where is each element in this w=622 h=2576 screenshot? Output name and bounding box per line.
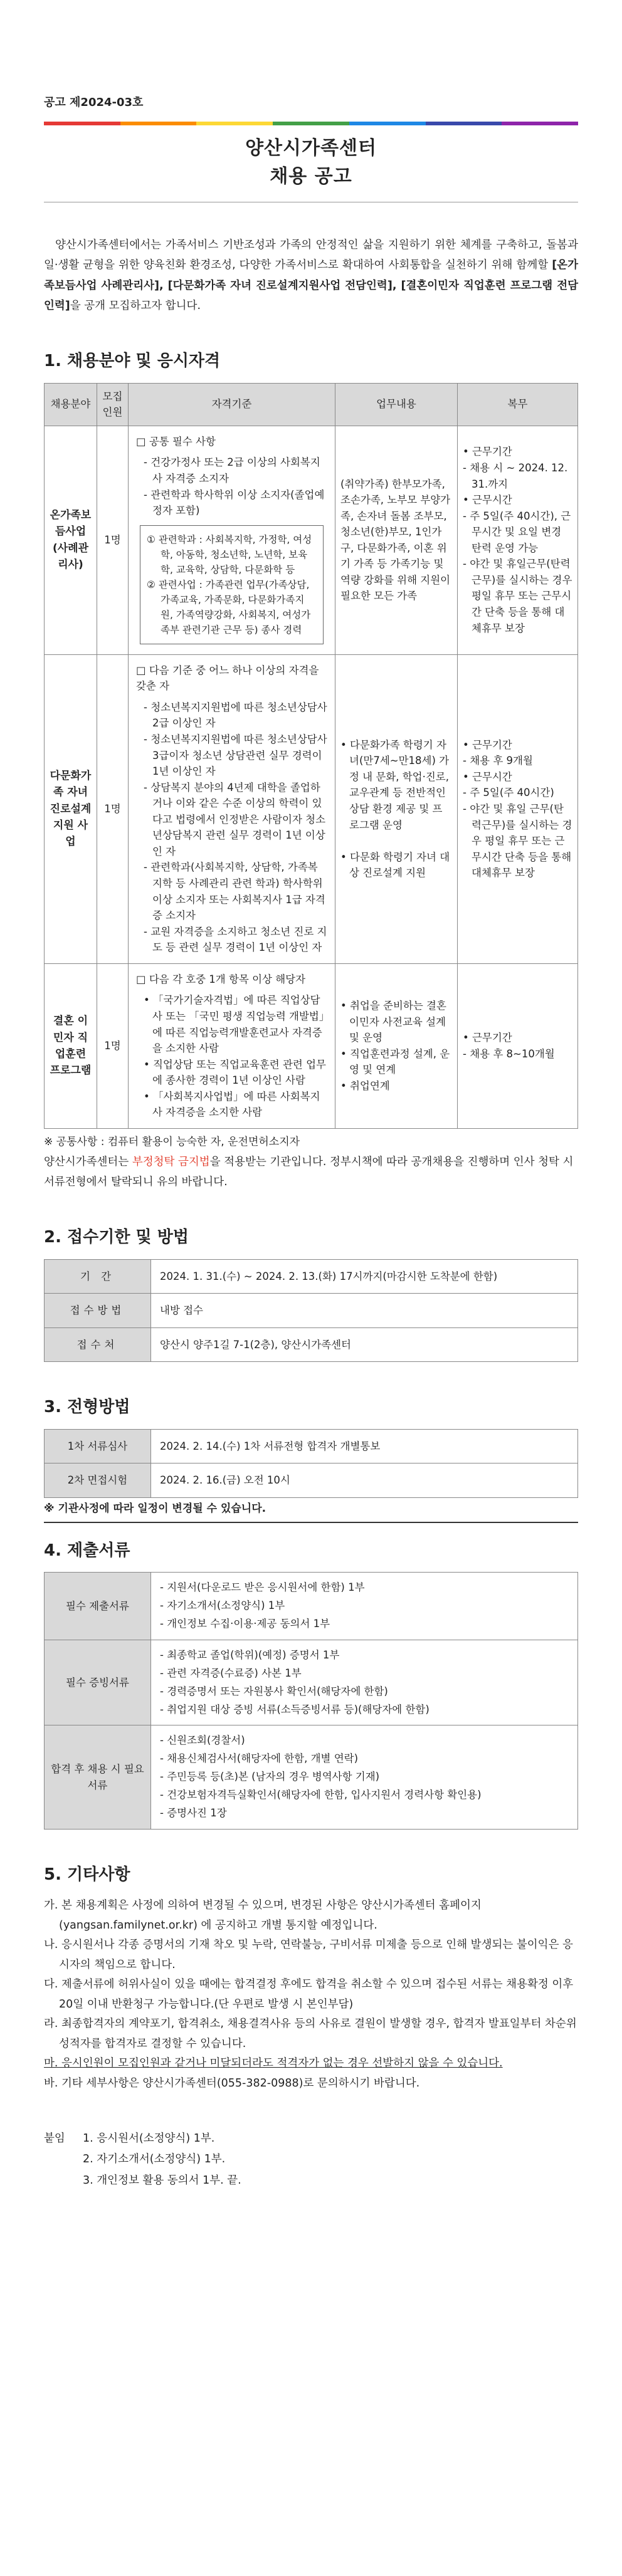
rainbow-segment xyxy=(426,122,502,125)
row-label: 필수 증빙서류 xyxy=(45,1640,151,1725)
application-table xyxy=(44,1259,578,1363)
other-note-item: 라. 최종합격자의 계약포기, 합격취소, 채용결격사유 등의 사유로 결원이 발생할 경우, 합격자 발표일부터 차순위 성적자를 합격자로 결정할 수 있습니다. xyxy=(44,2018,577,2050)
row-value: 내방 접수 xyxy=(151,1294,578,1328)
section2-heading: 2. 접수기한 및 방법 xyxy=(44,1228,189,1247)
row-label: 기 간 xyxy=(45,1259,151,1294)
anti-graft-text-1: 양산시가족센터는 xyxy=(44,1156,132,1169)
row-value: 2024. 2. 16.(금) 오전 10시 xyxy=(151,1463,578,1498)
benefit-line: • 근무기간 xyxy=(463,738,512,751)
row-label: 필수 제출서류 xyxy=(45,1573,151,1640)
duty-line: • 다문화가족 학령기 자녀(만7세~만18세) 가정 내 문화, 학업·진로, 교우관계 등 전반적인 상담 환경 제공 및 프로그램 운영 xyxy=(340,738,450,831)
benefit-line: • 근무시간 xyxy=(463,770,512,783)
requirement-item: - 청소년복지지원법에 따른 청소년상담사 3급이자 청소년 상담관련 실무 경력이 1년 이상인 자 xyxy=(144,733,327,778)
other-note-item: 마. 응시인원이 모집인원과 같거나 미달되더라도 적격자가 없는 경우 선발하지 않을 수 있습니다. xyxy=(44,2057,503,2070)
benefit-line: - 주 5일(주 40시간), 근무시간 및 요일 변경 탄력 운영 가능 xyxy=(463,510,571,554)
field-name: 결혼 이민자 직업훈련 프로그램 xyxy=(45,963,97,1128)
anti-graft-law: 부정청탁 금지법 xyxy=(132,1156,210,1169)
duty-cell xyxy=(335,963,458,1128)
table-row xyxy=(45,426,578,654)
other-note-item: 가. 본 채용계획은 사정에 의하여 변경될 수 있으며, 변경된 사항은 양산시가족센터 홈페이지(yangsan.familynet.or.kr) 에 공지하고 개별 통지할 예정입니다. xyxy=(44,1899,482,1932)
intro-paragraph xyxy=(44,235,578,317)
attachments xyxy=(44,2128,578,2191)
requirement-item: - 교원 자격증을 소지하고 청소년 진로 지도 등 관련 실무 경력이 1년 이상인 자 xyxy=(144,925,327,954)
title-box xyxy=(44,125,578,202)
requirement-item: • 「국가기술자격법」에 따른 직업상담사 또는 「국민 평생 직업능력 개발법」에 따른 직업능력개발훈련교사 자격증을 소지한 사람 xyxy=(144,994,325,1055)
intro-text-2: 을 공개 모집하고자 합니다. xyxy=(70,300,201,313)
duty-cell: (취약가족) 한부모가족, 조손가족, 노부모 부양가족, 손자녀 돌봄 조부모, 청소년(한)부모, 1인가구, 다문화가족, 이혼 위기 가족 등 가족기능 및 역량 강화를 위해 지원이 필요한 모든 가족 xyxy=(335,426,458,654)
row-label: 2차 면접시험 xyxy=(45,1463,151,1498)
rainbow-segment xyxy=(349,122,426,125)
duty-line: • 취업을 준비하는 결혼이민자 사전교육 설계 및 운영 xyxy=(340,1000,446,1044)
requirement-item: - 건강가정사 또는 2급 이상의 사회복지사 자격증 소지자 xyxy=(144,456,320,484)
common-requirement-note: ※ 공통사항 : 컴퓨터 활용이 능숙한 자, 운전면허소지자 xyxy=(44,1135,300,1148)
requirements-cell xyxy=(129,426,335,654)
row-label: 1차 서류심사 xyxy=(45,1429,151,1463)
other-note-item: 바. 기타 세부사항은 양산시가족센터(055-382-0988)로 문의하시기 바랍니다. xyxy=(44,2076,420,2090)
page-title: 채용 공고 xyxy=(270,165,352,187)
field-name: 다문화가족 자녀 진로설계 지원 사업 xyxy=(45,654,97,963)
requirement-item: - 관련학과 학사학위 이상 소지자(졸업예정자 포함) xyxy=(144,488,325,517)
notice-number: 공고 제2024-03호 xyxy=(44,96,144,109)
section1-heading: 1. 채용분야 및 응시자격 xyxy=(44,352,221,371)
benefit-line: - 주 5일(주 40시간) xyxy=(463,787,554,799)
requirement-title: □ 공통 필수 사항 xyxy=(136,435,216,448)
attachment-item: 2. 자기소개서(소정양식) 1부. xyxy=(83,2153,226,2166)
rainbow-segment xyxy=(502,122,578,125)
recruit-table xyxy=(44,383,578,1129)
selection-table xyxy=(44,1429,578,1498)
other-note-item: 다. 제출서류에 허위사실이 있을 때에는 합격결정 후에도 합격을 취소할 수 있으며 접수된 서류는 채용확정 이후 20일 이내 반환청구 가능합니다.(단 우편로 발생 시 본인부담) xyxy=(44,1978,574,2011)
table-row xyxy=(45,1327,578,1362)
rainbow-segment xyxy=(196,122,273,125)
document-item: - 증명사진 1장 xyxy=(160,1806,227,1819)
row-label: 접수처 xyxy=(45,1327,151,1362)
benefit-cell xyxy=(458,426,578,654)
document-item: - 최종학교 졸업(학위)(예정) 증명서 1부 xyxy=(160,1648,340,1661)
intro-bold-positions: [온가족보듬사업 사례관리사], [다문화가족 자녀 진로설계지원사업 전담인력], [결혼이민자 직업훈련 프로그램 전담인력] xyxy=(44,259,578,313)
row-label: 접수방법 xyxy=(45,1294,151,1328)
headcount: 1명 xyxy=(97,654,129,963)
attachment-item: 3. 개인정보 활용 동의서 1부. 끝. xyxy=(83,2174,241,2187)
benefit-line: - 채용 후 9개월 xyxy=(463,755,533,767)
table-row xyxy=(45,654,578,963)
rainbow-segment xyxy=(44,122,120,125)
requirement-item: • 「사회복지사업법」에 따른 사회복지사 자격증을 소지한 사람 xyxy=(144,1090,320,1119)
table-row xyxy=(45,963,578,1128)
col-header-duties: 업무내용 xyxy=(335,383,458,426)
requirement-item: - 상담복지 분야의 4년제 대학을 졸업하거나 이와 같은 수준 이상의 학력이 있다고 법령에서 인정받은 사람이자 청소년상담복지 관련 실무 경력이 1년 이상인 자 xyxy=(144,781,326,857)
table-row xyxy=(45,1573,578,1640)
benefit-line: • 근무기간 xyxy=(463,446,512,458)
duty-line: • 직업훈련과정 설계, 운영 및 연계 xyxy=(340,1047,450,1076)
document-list xyxy=(151,1725,578,1829)
requirement-item: • 직업상담 또는 직업교육훈련 관련 업무에 종사한 경력이 1년 이상인 사람 xyxy=(144,1058,326,1087)
benefit-line: - 채용 시 ~ 2024. 12. 31.까지 xyxy=(463,461,568,490)
col-header-benefits: 복무 xyxy=(458,383,578,426)
duty-line: • 다문화 학령기 자녀 대상 진로설계 지원 xyxy=(340,851,450,879)
documents-table xyxy=(44,1572,578,1830)
benefit-line: - 채용 후 8~10개월 xyxy=(463,1047,555,1060)
rainbow-bar xyxy=(44,122,578,125)
benefit-line: • 근무시간 xyxy=(463,494,512,506)
anti-graft-note xyxy=(44,1153,578,1192)
attachment-item: 1. 응시원서(소정양식) 1부. xyxy=(83,2132,215,2145)
document-item: - 관련 자격증(수료증) 사본 1부 xyxy=(160,1667,302,1679)
related-field-box xyxy=(140,525,324,644)
field-name: 온가족보듬사업 (사례관리사) xyxy=(45,426,97,654)
requirement-item: - 관련학과(사회복지학, 상담학, 가족복지학 등 사례관리 관련 학과) 학사학위이상 소지자 또는 사회복지사 1급 자격증 소지자 xyxy=(144,861,325,922)
related-work: ② 관련사업 : 가족관련 업무(가족상담, 가족교육, 가족문화, 다문화가족지원, 가족역량강화, 사회복지, 여성가족부 관련기관 근무 등) 종사 경력 xyxy=(147,579,311,636)
requirement-title: □ 다음 기준 중 어느 하나 이상의 자격을 갖춘 자 xyxy=(136,664,319,693)
row-label: 합격 후 채용 시 필요서류 xyxy=(45,1725,151,1829)
table-row xyxy=(45,1429,578,1463)
schedule-change-note: ※ 기관사정에 따라 일정이 변경될 수 있습니다. xyxy=(44,1500,578,1523)
headcount: 1명 xyxy=(97,963,129,1128)
document-item: - 신원조회(경찰서) xyxy=(160,1734,245,1747)
rainbow-segment xyxy=(273,122,349,125)
benefit-cell xyxy=(458,654,578,963)
section4-heading: 4. 제출서류 xyxy=(44,1541,130,1561)
col-header-field: 채용분야 xyxy=(45,383,97,426)
requirements-cell xyxy=(129,654,335,963)
document-item: - 취업지원 대상 증빙 서류(소득증빙서류 등)(해당자에 한함) xyxy=(160,1703,430,1715)
benefit-cell xyxy=(458,963,578,1128)
document-item: - 개인정보 수집·이용·제공 동의서 1부 xyxy=(160,1618,330,1630)
anti-graft-text-2: 을 적용받는 기관입니다. 정부시책에 따라 공개채용을 진행하며 인사 청탁 시 서류전형에서 탈락되니 유의 바랍니다. xyxy=(44,1156,574,1188)
row-value: 양산시 양주1길 7-1(2층), 양산시가족센터 xyxy=(151,1327,578,1362)
org-name: 양산시가족센터 xyxy=(245,137,377,159)
duty-line: • 취업연계 xyxy=(340,1080,390,1092)
col-header-requirements: 자격기준 xyxy=(129,383,335,426)
duty-cell xyxy=(335,654,458,963)
other-note-item: 나. 응시원서나 각종 증명서의 기재 착오 및 누락, 연락불능, 구비서류 미제출 등으로 인해 발생되는 불이익은 응시자의 책임으로 합니다. xyxy=(44,1939,573,1971)
table-row xyxy=(45,1640,578,1725)
document-item: - 건강보험자격득실확인서(해당자에 한함, 입사지원서 경력사항 확인용) xyxy=(160,1789,482,1801)
document-list xyxy=(151,1640,578,1725)
benefit-line: - 야간 및 휴일근무(탄력근무)를 실시하는 경우 평일 휴무 또는 근무시간 단축 등을 통해 대체휴무 보장 xyxy=(463,558,572,634)
section5-heading: 5. 기타사항 xyxy=(44,1865,130,1884)
related-major: ① 관련학과 : 사회복지학, 가정학, 여성학, 아동학, 청소년학, 노년학, 보육학, 교육학, 상담학, 다문화학 등 xyxy=(147,533,312,575)
document-item: - 지원서(다운로드 받은 응시원서에 한함) 1부 xyxy=(160,1581,365,1594)
document-item: - 자기소개서(소정양식) 1부 xyxy=(160,1600,285,1612)
section3-heading: 3. 전형방법 xyxy=(44,1398,130,1417)
rainbow-segment xyxy=(120,122,197,125)
requirement-item: - 청소년복지지원법에 따른 청소년상담사 2급 이상인 자 xyxy=(144,701,327,730)
table-row xyxy=(45,1294,578,1328)
document-item: - 주민등록 등(초)본 (남자의 경우 병역사항 기재) xyxy=(160,1771,380,1783)
requirements-cell xyxy=(129,963,335,1128)
col-header-count: 모집인원 xyxy=(97,383,129,426)
requirement-title: □ 다음 각 호중 1개 항목 이상 해당자 xyxy=(136,973,306,985)
row-value: 2024. 2. 14.(수) 1차 서류전형 합격자 개별통보 xyxy=(151,1429,578,1463)
table-row xyxy=(45,1725,578,1829)
intro-text-1: 양산시가족센터에서는 가족서비스 기반조성과 가족의 안정적인 삶을 지원하기 위한 체계를 구축하고, 돌봄과 일·생활 균형을 위한 양육친화 환경조성, 다양한 가족서비스로 확대하여 사회통합을 실천하기 위해 함께할 xyxy=(44,238,578,272)
attachments-label: 붙임 xyxy=(44,2132,65,2145)
table-row xyxy=(45,1259,578,1294)
table-row xyxy=(45,1463,578,1498)
row-value: 2024. 1. 31.(수) ~ 2024. 2. 13.(화) 17시까지(마감시한 도착분에 한함) xyxy=(151,1259,578,1294)
benefit-line: • 근무기간 xyxy=(463,1032,512,1044)
headcount: 1명 xyxy=(97,426,129,654)
document-item: - 채용신체검사서(해당자에 한함, 개별 연락) xyxy=(160,1752,359,1765)
document-item: - 경력증명서 또는 자원봉사 확인서(해당자에 한함) xyxy=(160,1685,388,1697)
document-list xyxy=(151,1573,578,1640)
benefit-line: - 야간 및 휴일 근무(탄력근무)를 실시하는 경우 평일 휴무 또는 근무시간 단축 등을 통해 대체휴무 보장 xyxy=(463,803,572,879)
other-notes xyxy=(44,1896,578,2093)
